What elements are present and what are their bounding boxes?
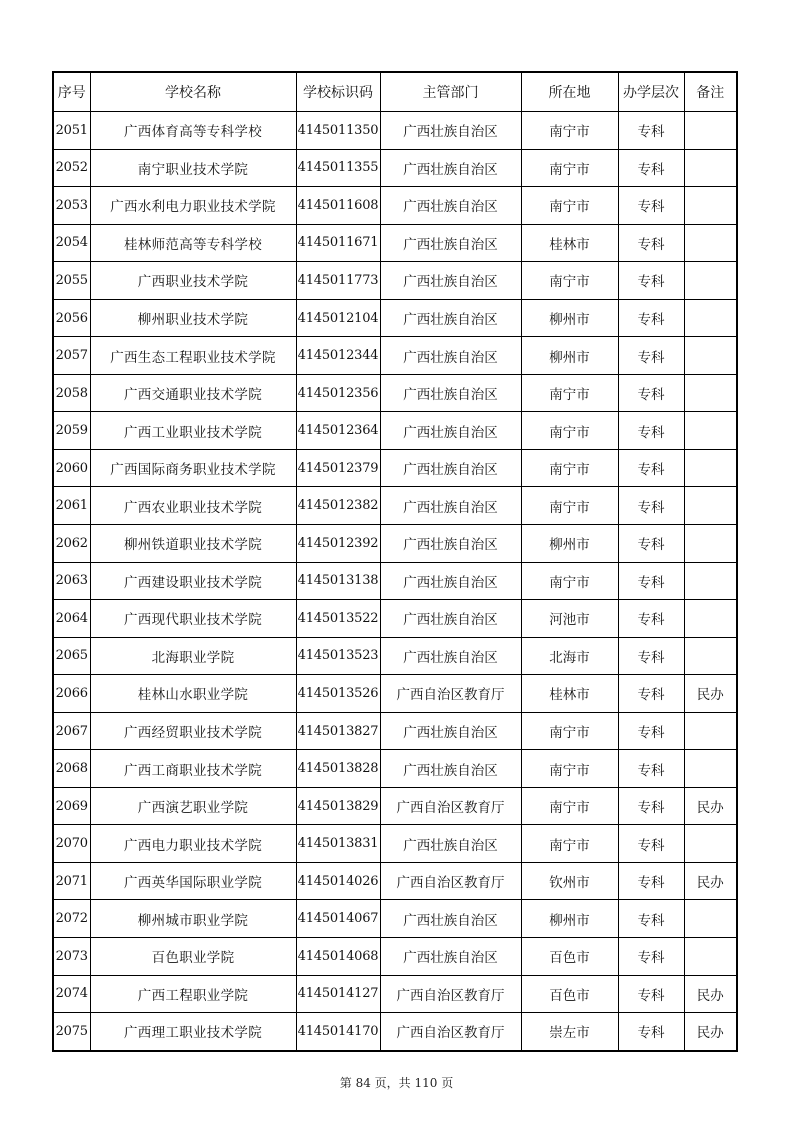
cell-remark — [684, 224, 737, 262]
cell-school-code: 4145012356 — [296, 374, 380, 412]
cell-department: 广西壮族自治区 — [380, 224, 521, 262]
cell-school-code: 4145014026 — [296, 862, 380, 900]
cell-remark: 民办 — [684, 1013, 737, 1051]
cell-school-code: 4145013522 — [296, 600, 380, 638]
cell-school-name: 南宁职业技术学院 — [90, 149, 296, 187]
cell-location: 南宁市 — [521, 112, 618, 150]
table-row — [53, 750, 737, 788]
header-level: 办学层次 — [618, 72, 684, 112]
cell-school-name: 柳州职业技术学院 — [90, 299, 296, 337]
cell-location: 柳州市 — [521, 900, 618, 938]
cell-school-code: 4145011350 — [296, 112, 380, 150]
table-row — [53, 224, 737, 262]
cell-school-name: 广西理工职业技术学院 — [90, 1013, 296, 1051]
cell-remark: 民办 — [684, 787, 737, 825]
cell-location: 南宁市 — [521, 262, 618, 300]
cell-index: 2069 — [53, 787, 90, 825]
cell-index: 2074 — [53, 975, 90, 1013]
cell-location: 南宁市 — [521, 412, 618, 450]
cell-location: 南宁市 — [521, 750, 618, 788]
cell-department: 广西壮族自治区 — [380, 487, 521, 525]
cell-school-name: 柳州铁道职业技术学院 — [90, 525, 296, 563]
cell-level: 专科 — [618, 262, 684, 300]
header-index: 序号 — [53, 72, 90, 112]
cell-level: 专科 — [618, 862, 684, 900]
table-row — [53, 938, 737, 976]
table-row — [53, 675, 737, 713]
cell-school-name: 广西工程职业学院 — [90, 975, 296, 1013]
cell-remark — [684, 600, 737, 638]
table-row — [53, 525, 737, 563]
cell-school-code: 4145013526 — [296, 675, 380, 713]
cell-school-code: 4145013138 — [296, 562, 380, 600]
cell-level: 专科 — [618, 525, 684, 563]
table-row — [53, 900, 737, 938]
table-row — [53, 637, 737, 675]
cell-index: 2065 — [53, 637, 90, 675]
cell-department: 广西壮族自治区 — [380, 562, 521, 600]
cell-school-name: 桂林师范高等专科学校 — [90, 224, 296, 262]
cell-level: 专科 — [618, 449, 684, 487]
cell-school-name: 广西演艺职业学院 — [90, 787, 296, 825]
cell-level: 专科 — [618, 637, 684, 675]
table-row — [53, 149, 737, 187]
cell-location: 崇左市 — [521, 1013, 618, 1051]
cell-department: 广西自治区教育厅 — [380, 787, 521, 825]
cell-school-name: 桂林山水职业学院 — [90, 675, 296, 713]
cell-department: 广西壮族自治区 — [380, 600, 521, 638]
cell-index: 2067 — [53, 712, 90, 750]
cell-school-name: 广西国际商务职业技术学院 — [90, 449, 296, 487]
cell-department: 广西壮族自治区 — [380, 374, 521, 412]
cell-location: 百色市 — [521, 938, 618, 976]
table-row — [53, 449, 737, 487]
cell-department: 广西壮族自治区 — [380, 750, 521, 788]
table-body — [53, 112, 737, 1051]
cell-school-code: 4145012392 — [296, 525, 380, 563]
cell-school-code: 4145012382 — [296, 487, 380, 525]
cell-department: 广西壮族自治区 — [380, 112, 521, 150]
table-row — [53, 299, 737, 337]
cell-remark — [684, 149, 737, 187]
table-row — [53, 1013, 737, 1051]
cell-remark: 民办 — [684, 975, 737, 1013]
table-row — [53, 374, 737, 412]
cell-department: 广西壮族自治区 — [380, 637, 521, 675]
cell-level: 专科 — [618, 975, 684, 1013]
cell-location: 南宁市 — [521, 712, 618, 750]
cell-school-name: 广西工业职业技术学院 — [90, 412, 296, 450]
cell-remark — [684, 487, 737, 525]
cell-index: 2054 — [53, 224, 90, 262]
header-remark: 备注 — [684, 72, 737, 112]
cell-school-name: 广西工商职业技术学院 — [90, 750, 296, 788]
cell-location: 南宁市 — [521, 787, 618, 825]
cell-level: 专科 — [618, 825, 684, 863]
cell-department: 广西自治区教育厅 — [380, 675, 521, 713]
cell-location: 百色市 — [521, 975, 618, 1013]
cell-index: 2061 — [53, 487, 90, 525]
cell-location: 南宁市 — [521, 374, 618, 412]
cell-school-code: 4145012379 — [296, 449, 380, 487]
cell-remark: 民办 — [684, 862, 737, 900]
cell-department: 广西壮族自治区 — [380, 412, 521, 450]
table-row — [53, 975, 737, 1013]
cell-level: 专科 — [618, 487, 684, 525]
cell-school-name: 广西英华国际职业学院 — [90, 862, 296, 900]
cell-school-name: 广西职业技术学院 — [90, 262, 296, 300]
table-row — [53, 337, 737, 375]
cell-school-name: 广西水利电力职业技术学院 — [90, 187, 296, 225]
cell-level: 专科 — [618, 112, 684, 150]
cell-level: 专科 — [618, 1013, 684, 1051]
cell-school-code: 4145012364 — [296, 412, 380, 450]
cell-school-code: 4145013829 — [296, 787, 380, 825]
cell-index: 2064 — [53, 600, 90, 638]
cell-level: 专科 — [618, 412, 684, 450]
cell-level: 专科 — [618, 750, 684, 788]
header-school-code: 学校标识码 — [296, 72, 380, 112]
cell-remark — [684, 187, 737, 225]
cell-index: 2056 — [53, 299, 90, 337]
cell-school-code: 4145012344 — [296, 337, 380, 375]
cell-remark — [684, 900, 737, 938]
cell-location: 南宁市 — [521, 487, 618, 525]
cell-department: 广西自治区教育厅 — [380, 975, 521, 1013]
cell-remark — [684, 712, 737, 750]
cell-remark — [684, 525, 737, 563]
cell-school-code: 4145013831 — [296, 825, 380, 863]
cell-level: 专科 — [618, 149, 684, 187]
cell-location: 南宁市 — [521, 562, 618, 600]
cell-index: 2066 — [53, 675, 90, 713]
table-header-row — [53, 72, 737, 112]
table-row — [53, 112, 737, 150]
cell-index: 2073 — [53, 938, 90, 976]
cell-school-code: 4145013523 — [296, 637, 380, 675]
cell-school-code: 4145011671 — [296, 224, 380, 262]
cell-school-name: 北海职业学院 — [90, 637, 296, 675]
cell-level: 专科 — [618, 337, 684, 375]
cell-level: 专科 — [618, 374, 684, 412]
cell-department: 广西自治区教育厅 — [380, 1013, 521, 1051]
cell-school-name: 广西现代职业技术学院 — [90, 600, 296, 638]
cell-level: 专科 — [618, 938, 684, 976]
cell-remark — [684, 337, 737, 375]
cell-school-code: 4145011773 — [296, 262, 380, 300]
cell-index: 2071 — [53, 862, 90, 900]
cell-index: 2075 — [53, 1013, 90, 1051]
cell-location: 桂林市 — [521, 224, 618, 262]
page-footer: 第 84 页，共 110 页 — [339, 1076, 454, 1090]
cell-location: 南宁市 — [521, 449, 618, 487]
cell-department: 广西自治区教育厅 — [380, 862, 521, 900]
cell-school-code: 4145012104 — [296, 299, 380, 337]
cell-remark: 民办 — [684, 675, 737, 713]
cell-index: 2053 — [53, 187, 90, 225]
cell-index: 2052 — [53, 149, 90, 187]
cell-department: 广西壮族自治区 — [380, 299, 521, 337]
cell-remark — [684, 112, 737, 150]
cell-remark — [684, 562, 737, 600]
cell-remark — [684, 938, 737, 976]
cell-location: 南宁市 — [521, 187, 618, 225]
cell-level: 专科 — [618, 675, 684, 713]
cell-index: 2059 — [53, 412, 90, 450]
cell-location: 钦州市 — [521, 862, 618, 900]
cell-school-code: 4145011355 — [296, 149, 380, 187]
cell-department: 广西壮族自治区 — [380, 149, 521, 187]
cell-level: 专科 — [618, 600, 684, 638]
cell-department: 广西壮族自治区 — [380, 449, 521, 487]
cell-index: 2055 — [53, 262, 90, 300]
cell-level: 专科 — [618, 787, 684, 825]
cell-department: 广西壮族自治区 — [380, 938, 521, 976]
cell-location: 南宁市 — [521, 149, 618, 187]
cell-location: 桂林市 — [521, 675, 618, 713]
cell-remark — [684, 750, 737, 788]
cell-school-code: 4145011608 — [296, 187, 380, 225]
header-department: 主管部门 — [380, 72, 521, 112]
cell-index: 2063 — [53, 562, 90, 600]
cell-remark — [684, 825, 737, 863]
cell-department: 广西壮族自治区 — [380, 337, 521, 375]
cell-school-name: 广西生态工程职业技术学院 — [90, 337, 296, 375]
cell-school-code: 4145014067 — [296, 900, 380, 938]
cell-department: 广西壮族自治区 — [380, 525, 521, 563]
header-location: 所在地 — [521, 72, 618, 112]
cell-school-name: 广西体育高等专科学校 — [90, 112, 296, 150]
cell-index: 2057 — [53, 337, 90, 375]
cell-level: 专科 — [618, 562, 684, 600]
cell-department: 广西壮族自治区 — [380, 712, 521, 750]
cell-school-code: 4145013827 — [296, 712, 380, 750]
cell-location: 柳州市 — [521, 299, 618, 337]
cell-school-name: 广西经贸职业技术学院 — [90, 712, 296, 750]
cell-department: 广西壮族自治区 — [380, 187, 521, 225]
school-list-table — [52, 71, 738, 1052]
cell-remark — [684, 262, 737, 300]
cell-level: 专科 — [618, 224, 684, 262]
cell-index: 2068 — [53, 750, 90, 788]
table-row — [53, 487, 737, 525]
cell-level: 专科 — [618, 900, 684, 938]
cell-index: 2062 — [53, 525, 90, 563]
cell-school-code: 4145013828 — [296, 750, 380, 788]
cell-school-name: 广西农业职业技术学院 — [90, 487, 296, 525]
table-row — [53, 562, 737, 600]
table-row — [53, 600, 737, 638]
cell-location: 河池市 — [521, 600, 618, 638]
cell-department: 广西壮族自治区 — [380, 262, 521, 300]
cell-level: 专科 — [618, 187, 684, 225]
cell-index: 2070 — [53, 825, 90, 863]
table-row — [53, 787, 737, 825]
cell-school-name: 柳州城市职业学院 — [90, 900, 296, 938]
cell-school-name: 广西电力职业技术学院 — [90, 825, 296, 863]
cell-school-name: 广西交通职业技术学院 — [90, 374, 296, 412]
cell-remark — [684, 374, 737, 412]
cell-school-name: 百色职业学院 — [90, 938, 296, 976]
table-row — [53, 825, 737, 863]
cell-remark — [684, 412, 737, 450]
cell-level: 专科 — [618, 712, 684, 750]
cell-school-code: 4145014127 — [296, 975, 380, 1013]
table-row — [53, 412, 737, 450]
table-row — [53, 262, 737, 300]
cell-remark — [684, 637, 737, 675]
cell-level: 专科 — [618, 299, 684, 337]
table-row — [53, 187, 737, 225]
cell-school-code: 4145014068 — [296, 938, 380, 976]
cell-department: 广西壮族自治区 — [380, 825, 521, 863]
cell-index: 2058 — [53, 374, 90, 412]
cell-location: 北海市 — [521, 637, 618, 675]
cell-remark — [684, 299, 737, 337]
header-school-name: 学校名称 — [90, 72, 296, 112]
cell-school-name: 广西建设职业技术学院 — [90, 562, 296, 600]
cell-index: 2051 — [53, 112, 90, 150]
table-row — [53, 712, 737, 750]
cell-school-code: 4145014170 — [296, 1013, 380, 1051]
cell-department: 广西壮族自治区 — [380, 900, 521, 938]
table-row — [53, 862, 737, 900]
cell-location: 南宁市 — [521, 825, 618, 863]
cell-remark — [684, 449, 737, 487]
cell-index: 2072 — [53, 900, 90, 938]
cell-location: 柳州市 — [521, 337, 618, 375]
cell-index: 2060 — [53, 449, 90, 487]
cell-location: 柳州市 — [521, 525, 618, 563]
